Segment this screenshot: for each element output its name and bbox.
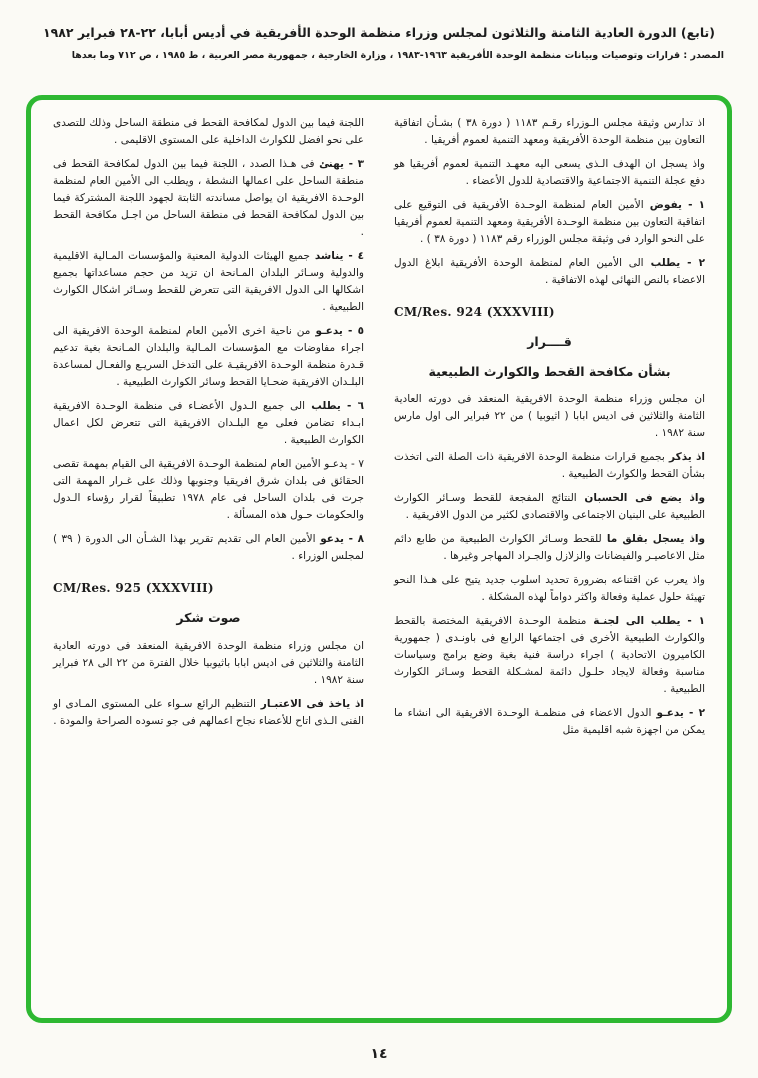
paragraph: واذ يسجل بقلق ما للقحط وسـائر الكوارث الطبيعية من طابع دائم مثل الاعاصيـر والفيضانات والزلازل والجـراد المهاجر وغيرها . bbox=[394, 532, 705, 562]
paragraph: واذ يضع فى الحسبان النتائج المفجعة للقحط وسـائر الكوارث الطبيعية على البنيان الاجتماعى والاقتصادى لكثير من الدول الافريقية . bbox=[394, 491, 705, 521]
page-header bbox=[34, 24, 724, 61]
text-columns bbox=[53, 115, 705, 1006]
paragraph: ٧ - يدعـو الأمين العام لمنظمة الوحـدة الافريقية الى القيام بمهمة تقصى الحقائق فى بلدان شرق افريقيا وجنوبها وذلك على غـرار المهمة التى جرت فى بلدان الساحل فى عام ١٩٧٨ تطبيقاً لقرار رؤساء الـدول والحكومات حـول هذه المسألة . bbox=[53, 458, 364, 521]
header-source-line: المصدر : قرارات وتوصيات وبيانات منظمة الوحدة الأفريقية ١٩٦٣-١٩٨٣ ، وزارة الخارجية ، جمهورية مصر العربية ، ط ١٩٨٥ ، ص ٧١٢ وما بعدها bbox=[71, 49, 724, 61]
paragraph: ان مجلس وزراء منظمة الوحدة الافريقية المنعقد فى دورته العادية الثامنة والثلاثين فى اديس ابابا ( اثيوبيا ) من ٢٢ فبراير الى اول مارس سنة ١٩٨٢ . bbox=[394, 392, 705, 439]
paragraph: اللجنة فيما بين الدول لمكافحة القحط فى منطقة الساحل وذلك للتصدى على نحو افضل للكوارث الداخلية على المستوى الاقليمى . bbox=[53, 117, 364, 146]
paragraph: ان مجلس وزراء منظمة الوحدة الافريقية المنعقد فى دورته العادية الثامنة والثلاثين فى اديس ابابا باثيوبيا خلال الفترة من ٢٢ الى ٢٨ فبراير سنة ١٩٨٢ . bbox=[53, 639, 365, 686]
paragraph: ١ - يطلب الى لجنـة منظمة الوحـدة الافريقية المختصة بالقحط والكوارث الطبيعية الأخرى فى اجتماعها الرابع فى باونـدى ( جمهورية الكاميرون الاتحادية ) اجراء دراسة فنية بغية وضع برامج وسياسات مناسبة وفعالة لايجاد حلـول دائمة لمشـكلة القحط وسـائر الكوارث الطبيعية . bbox=[394, 614, 705, 695]
paragraph: ٢ - يطلب الى الأمين العام لمنظمة الوحدة الأفريقية ابلاغ الدول الاعضاء بالنص النهائى لهذه الاتفاقية . bbox=[394, 257, 705, 286]
column-left bbox=[53, 115, 364, 1006]
paragraph: ١ - يفوض الأمين العام لمنظمة الوحـدة الأفريقية فى التوقيع على اتفاقية التعاون بين منظمة الوحـدة الأفريقية ومعهد التنمية لعموم أفريقيا على النحو الوارد فى وثيقة مجلس الوزراء رقم ١١٨٣ ( دورة ٣٨ ) . bbox=[394, 199, 705, 245]
paragraph: ٥ - يدعـو من ناحية اخرى الأمين العام لمنظمة الوحدة الافريقية الى اجراء مفاوضات مع المؤسسات المـالية والبلدان المـانحة بغية تدعيم قـدرة منظمة الوحـدة الافريقيـة على التدخل السريـع والفعـال لمساعدة البلـدان الافريقية ضحـايا القحط وسائر الكوارث الطبيعية . bbox=[53, 325, 364, 388]
paragraph: اذ يذكر بجميع قرارات منظمة الوحدة الافريقية ذات الصلة التى اتخذت بشأن القحط والكوارث الطبيعية . bbox=[394, 450, 705, 480]
paragraph: ٣ - يهنئ فى هـذا الصدد ، اللجنة فيما بين الدول لمكافحة القحط فى منطقة الساحل على اعمالها النشطة ، ويطلب الى الأمين العام لمنظمة الوحـدة الافريقية ان يواصل مساندته الثابتة لجهود اللجنة المشتركة فيما بين الدول لمكافحة القحط فى منطقة الساحل من اجـل مكافحة القحط . bbox=[53, 158, 364, 238]
section-heading: قــــرار bbox=[527, 334, 572, 350]
paragraph: واذ يعرب عن اقتناعه بضرورة تحديد اسلوب جديد يتيح على هـذا النحو تهيئة حلول عملية وفعالة واكثر دواماً لهذه المشكلة . bbox=[394, 573, 705, 603]
paragraph: ٤ - يناشد جميع الهيئات الدولية المعنية والمؤسسات المـالية الاقليمية والدولية وسـائر البلدان المـانحة ان تزيد من حجم مساعداتها بجميع اشكالها الى الدول الافريقية التى تتعرض للقحط وسـائر اشكال الكوارث الطبيعية . bbox=[53, 250, 365, 313]
section-heading: صوت شكر bbox=[176, 610, 241, 626]
resolution-ref: CM/Res. 925 (XXXVIII) bbox=[53, 581, 214, 595]
paragraph: واذ يسجل ان الهدف الـذى يسعى اليه معهـد التنمية لعموم أفريقيا هو دفع عجلة التنمية الاجتماعية والاقتصادية للدول الأعضاء . bbox=[394, 158, 705, 187]
page-number: ١٤ bbox=[370, 1046, 388, 1062]
resolution-ref: CM/Res. 924 (XXXVIII) bbox=[394, 305, 555, 319]
paragraph: اذ تدارس وثيقة مجلس الـوزراء رقـم ١١٨٣ ( دورة ٣٨ ) بشـأن اتفاقية التعاون بين منظمة الوحدة الأفريقية ومعهد التنمية لعموم أفريقيا . bbox=[394, 117, 705, 146]
column-right bbox=[394, 115, 705, 1006]
paragraph: اذ ياخذ فى الاعتبـار التنظيم الرائع سـواء على المستوى المـادى او الفنى الـذى اتاح للأعضاء نجاح اعمالهم فى جو تسوده الصراحة والمودة . bbox=[53, 697, 364, 727]
paragraph: ٨ - يدعو الأمين العام الى تقديم تقرير بهذا الشـأن الى الدورة ( ٣٩ ) لمجلس الوزراء . bbox=[53, 533, 364, 562]
paragraph: ٦ - يطلب الى جميع الـدول الأعضـاء فى منظمة الوحـدة الافريقية ابـداء تضامن فعلى مع البلـدان الافريقية التى تتعرض لكل اعمال الكوارث الطبيعية . bbox=[53, 400, 364, 446]
header-session-title: (تابع) الدورة العادية الثامنة والثلاثون لمجلس وزراء منظمة الوحدة الأفريقية في أديس أبابا، ٢٢-٢٨ فبراير ١٩٨٢ bbox=[43, 25, 715, 40]
content-frame bbox=[26, 95, 732, 1023]
paragraph: ٢ - يدعـو الدول الاعضاء فى منظمـة الوحـدة الافريقية الى انشاء ما يمكن من اجهزة شبه اقليمية مثل bbox=[394, 706, 705, 736]
section-heading: بشأن مكافحة القحط والكوارث الطبيعية bbox=[428, 363, 671, 379]
